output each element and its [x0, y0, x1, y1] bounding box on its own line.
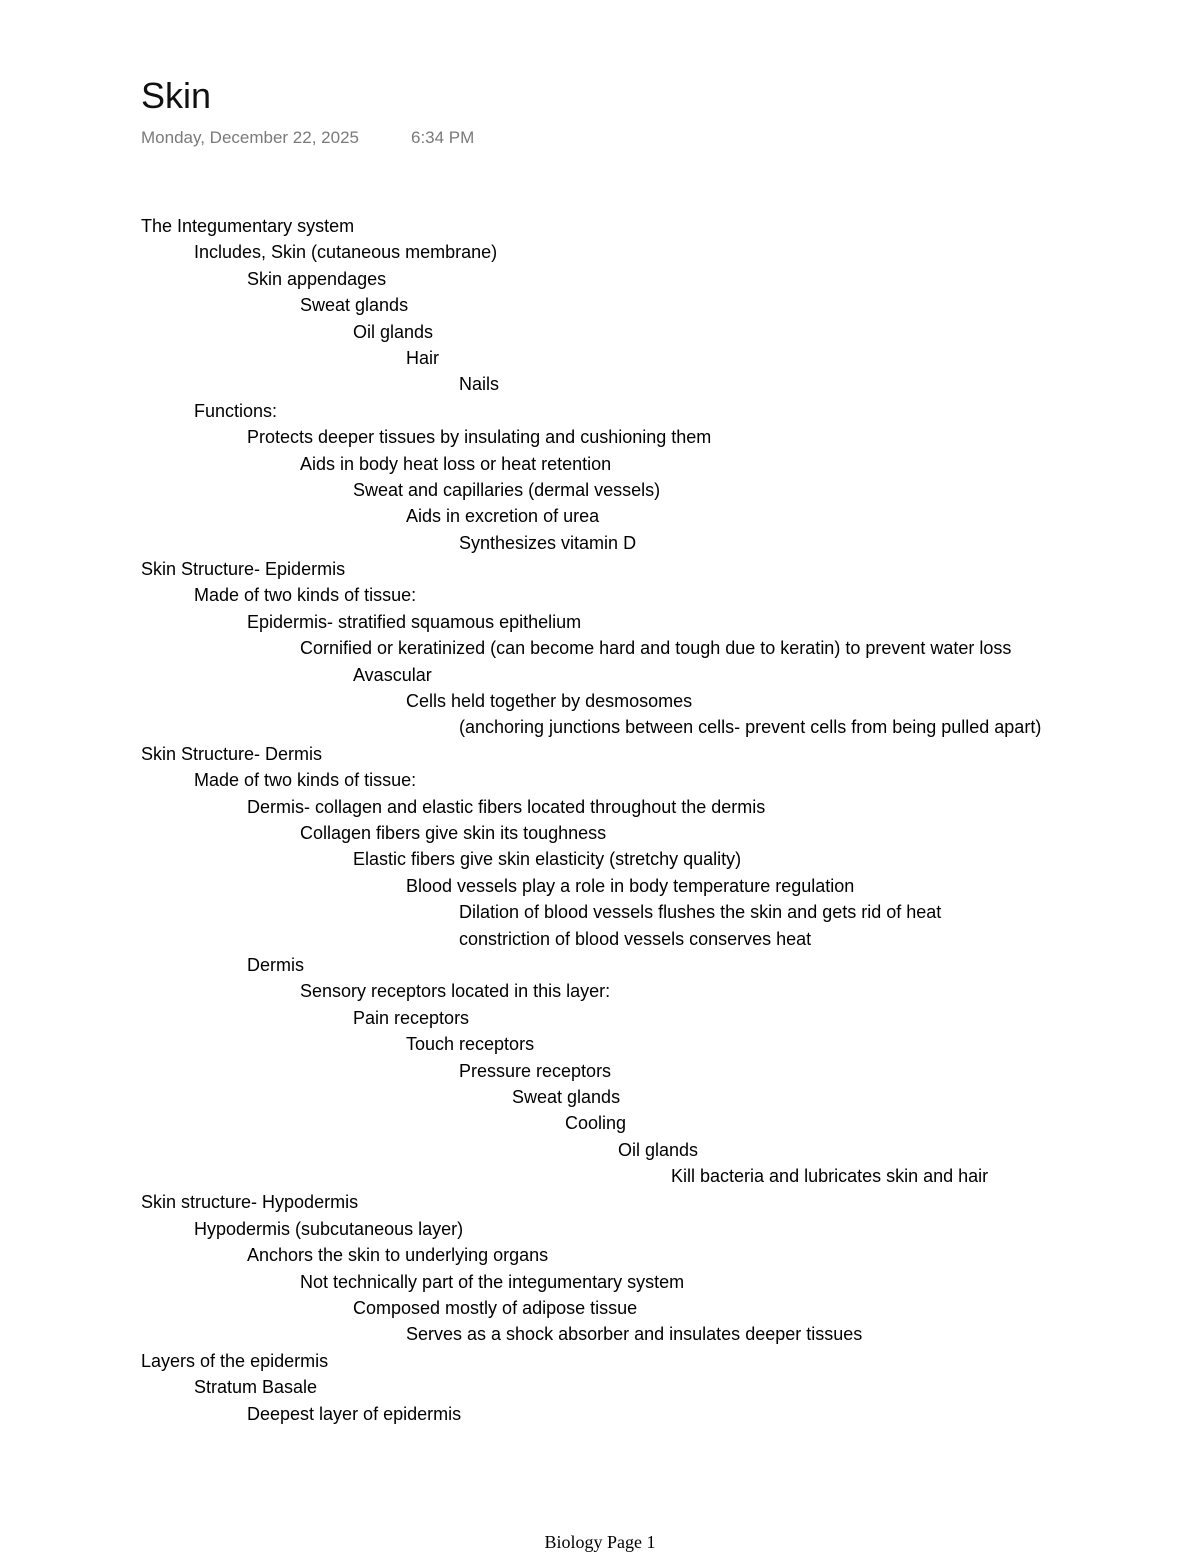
outline-line: Collagen fibers give skin its toughness	[300, 823, 607, 844]
outline-line: Kill bacteria and lubricates skin and hair	[671, 1166, 989, 1187]
outline-line: Made of two kinds of tissue:	[194, 585, 417, 606]
outline-line: Hypodermis (subcutaneous layer)	[194, 1218, 464, 1239]
outline-line: Touch receptors	[406, 1034, 535, 1055]
outline-line: Protects deeper tissues by insulating and cushioning them	[247, 427, 712, 448]
outline-line: Composed mostly of adipose tissue	[353, 1298, 638, 1319]
outline-line: Dermis- collagen and elastic fibers located throughout the dermis	[247, 796, 766, 817]
outline-line: Sweat glands	[300, 295, 409, 316]
outline-line: Deepest layer of epidermis	[247, 1403, 462, 1424]
outline-line: Dermis	[247, 954, 304, 975]
outline-line: Dilation of blood vessels flushes the skin and gets rid of heat	[459, 902, 942, 923]
outline-line: The Integumentary system	[141, 216, 355, 236]
outline-line: Hair	[406, 347, 440, 368]
outline-line: Nails	[459, 374, 500, 395]
outline-line: Skin Structure- Dermis	[141, 743, 323, 764]
outline-line: Includes, Skin (cutaneous membrane)	[194, 242, 498, 263]
outline-line: Layers of the epidermis	[141, 1350, 329, 1371]
outline-line: Avascular	[353, 664, 432, 685]
outline-line: Not technically part of the integumentary system	[300, 1271, 685, 1292]
outline-line: Aids in excretion of urea	[406, 506, 600, 527]
outline-line: Cooling	[565, 1113, 627, 1134]
outline-line: Skin structure- Hypodermis	[141, 1192, 359, 1213]
note-outline	[0, 213, 1200, 1427]
outline-line: constriction of blood vessels conserves heat	[459, 928, 812, 949]
page-footer: Biology Page 1	[544, 1532, 656, 1552]
outline-line: Oil glands	[618, 1139, 699, 1160]
outline-line: Pressure receptors	[459, 1060, 612, 1081]
outline-line: Pain receptors	[353, 1007, 470, 1028]
outline-line: Aids in body heat loss or heat retention	[300, 453, 612, 474]
outline-line: Serves as a shock absorber and insulates deeper tissues	[406, 1324, 863, 1345]
outline-line: Sensory receptors located in this layer:	[300, 981, 611, 1002]
outline-line: Synthesizes vitamin D	[459, 532, 637, 553]
note-date: Monday, December 22, 2025	[141, 128, 359, 147]
outline-line: Cells held together by desmosomes	[406, 691, 693, 712]
outline-line: Elastic fibers give skin elasticity (stretchy quality)	[353, 849, 742, 870]
outline-line: Cornified or keratinized (can become hard and tough due to keratin) to prevent water loss	[300, 638, 1012, 659]
note-time: 6:34 PM	[411, 128, 475, 147]
outline-line: Skin appendages	[247, 268, 387, 289]
outline-line: Epidermis- stratified squamous epithelium	[247, 611, 582, 632]
outline-line: Anchors the skin to underlying organs	[247, 1245, 549, 1266]
page-title: Skin	[141, 75, 212, 116]
outline-line: Oil glands	[353, 321, 434, 342]
outline-line: (anchoring junctions between cells- prevent cells from being pulled apart)	[459, 717, 1042, 738]
outline-line: Blood vessels play a role in body temperature regulation	[406, 875, 855, 896]
outline-line: Skin Structure- Epidermis	[141, 559, 346, 580]
outline-line: Sweat and capillaries (dermal vessels)	[353, 479, 661, 500]
outline-line: Made of two kinds of tissue:	[194, 770, 417, 791]
outline-line: Stratum Basale	[194, 1377, 318, 1398]
outline-line: Sweat glands	[512, 1086, 621, 1107]
outline-line: Functions:	[194, 400, 278, 421]
